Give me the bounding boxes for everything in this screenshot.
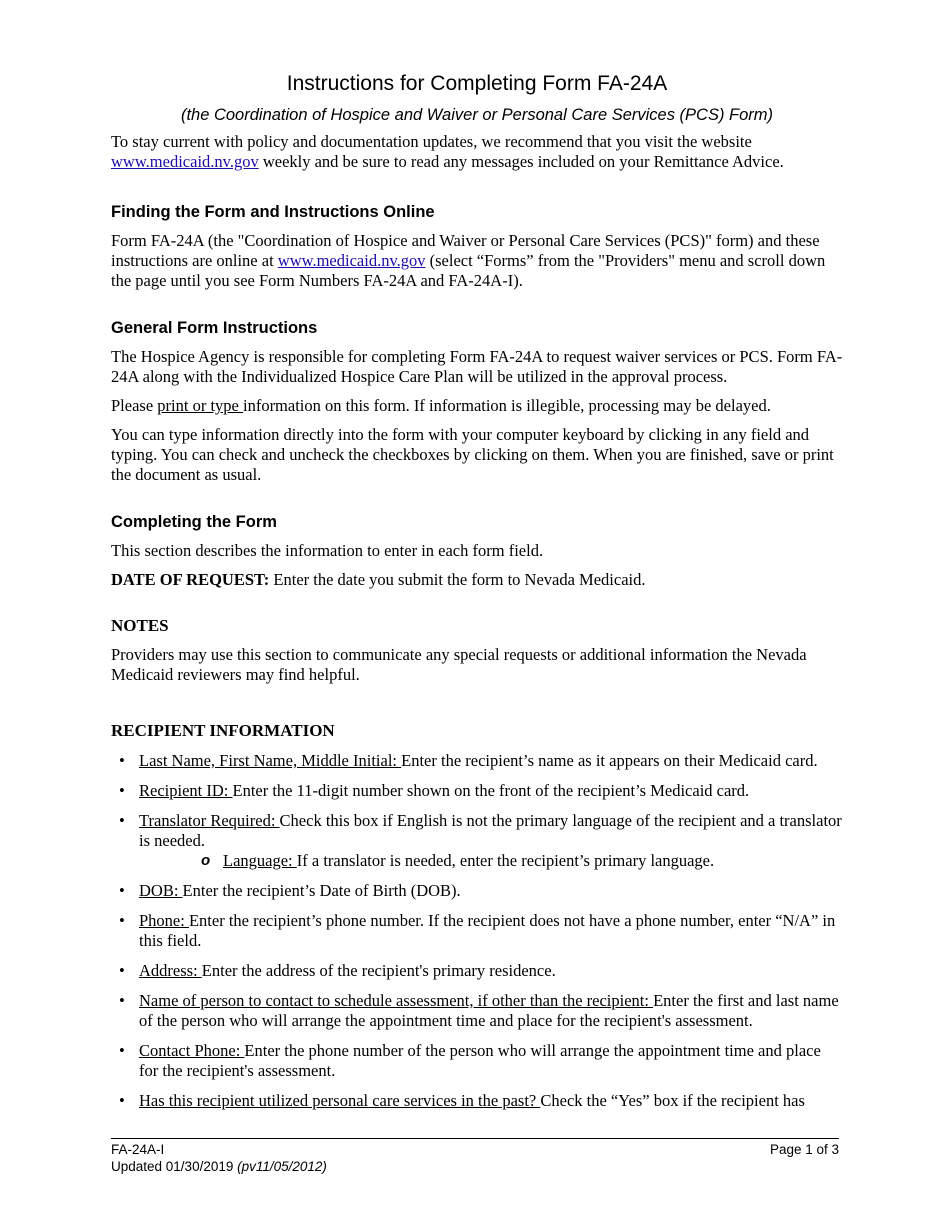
item-label: Recipient ID: xyxy=(139,781,233,800)
list-item xyxy=(111,911,843,951)
item-text: Enter the 11-digit number shown on the front of the recipient’s Medicaid card. xyxy=(232,781,750,800)
item-label: DOB: xyxy=(139,881,183,900)
intro-text-before: To stay current with policy and documentation updates, we recommend that you visit the website xyxy=(111,132,752,151)
recipient-heading: RECIPIENT INFORMATION xyxy=(111,721,335,740)
bullet-icon: • xyxy=(119,911,125,930)
finding-paragraph xyxy=(111,231,843,291)
date-of-request-paragraph xyxy=(111,570,843,590)
date-of-request-text: Enter the date you submit the form to Nevada Medicaid. xyxy=(269,570,646,589)
page-footer xyxy=(111,1138,839,1175)
bullet-icon: • xyxy=(119,881,125,900)
bullet-icon: • xyxy=(119,781,125,800)
item-text: Enter the recipient’s name as it appears on their Medicaid card. xyxy=(401,751,818,770)
list-item xyxy=(111,961,843,981)
list-item xyxy=(111,1091,843,1111)
bullet-icon: • xyxy=(119,751,125,770)
general-p2-after: information on this form. If information is illegible, processing may be delayed. xyxy=(242,396,771,415)
list-item xyxy=(111,881,843,901)
general-paragraph-3: You can type information directly into the form with your computer keyboard by clicking in any field and typing. You can check and uncheck the checkboxes by clicking on them. When you are finished, save or print the document as usual. xyxy=(111,425,834,484)
list-item xyxy=(111,751,843,771)
item-label: Last Name, First Name, Middle Initial: xyxy=(139,751,402,770)
sub-list-item xyxy=(201,851,843,871)
completing-heading: Completing the Form xyxy=(111,513,277,531)
page-title: Instructions for Completing Form FA-24A xyxy=(286,72,668,95)
finding-text-after: (select “Forms” from the "Providers" menu and scroll down the page until you see Form Numbers FA-24A and FA-24A-I). xyxy=(111,251,826,290)
bullet-icon: • xyxy=(119,961,125,980)
footer-updated: Updated 01/30/2019 xyxy=(111,1159,238,1174)
item-text: Enter the phone number of the person who will arrange the appointment time and place for the recipient's assessment. xyxy=(139,1041,821,1080)
finding-text-before: Form FA-24A (the "Coordination of Hospice and Waiver or Personal Care Services (PCS)" form) and these instructions are online at xyxy=(111,231,820,270)
item-text: Enter the address of the recipient's primary residence. xyxy=(201,961,556,980)
footer-pv: (pv11/05/2012) xyxy=(237,1159,327,1174)
item-label: Translator Required: xyxy=(139,811,280,830)
sub-item-label: Language: xyxy=(223,851,297,870)
sub-bullet-icon: o xyxy=(201,852,211,869)
list-item xyxy=(111,1041,843,1081)
item-label: Has this recipient utilized personal care services in the past? xyxy=(139,1091,541,1110)
item-label: Phone: xyxy=(139,911,189,930)
list-item xyxy=(111,991,843,1031)
page-content xyxy=(111,70,843,1111)
bullet-icon: • xyxy=(119,811,125,830)
item-label: Contact Phone: xyxy=(139,1041,245,1060)
date-of-request-label: DATE OF REQUEST: xyxy=(111,570,270,589)
item-label: Name of person to contact to schedule assessment, if other than the recipient: xyxy=(139,991,654,1010)
item-label: Address: xyxy=(139,961,202,980)
list-item xyxy=(111,781,843,801)
notes-paragraph: Providers may use this section to communicate any special requests or additional information the Nevada Medicaid reviewers may find helpful. xyxy=(111,645,807,684)
item-text: Enter the first and last name of the person who will arrange the appointment time and place for the recipient's assessment. xyxy=(139,991,839,1030)
footer-page-number: Page 1 of 3 xyxy=(769,1142,839,1157)
item-text: Check this box if English is not the primary language of the recipient and a translator is needed. xyxy=(139,811,842,850)
bullet-icon: • xyxy=(119,991,125,1010)
page-subtitle: (the Coordination of Hospice and Waiver or Personal Care Services (PCS) Form) xyxy=(180,106,774,124)
general-paragraph-1: The Hospice Agency is responsible for completing Form FA-24A to request waiver services or PCS. Form FA-24A along with the Individualized Hospice Care Plan will be utilized in the approval process. xyxy=(111,347,843,386)
finding-website-link[interactable]: www.medicaid.nv.gov xyxy=(277,251,426,270)
general-paragraph-2 xyxy=(111,396,843,416)
list-item xyxy=(111,811,843,871)
intro-paragraph xyxy=(111,132,843,172)
general-p2-before: Please xyxy=(111,396,158,415)
bullet-icon: • xyxy=(119,1091,125,1110)
bullet-icon: • xyxy=(119,1041,125,1060)
recipient-list xyxy=(111,751,843,1111)
notes-heading: NOTES xyxy=(111,616,169,635)
footer-form-id: FA-24A-I xyxy=(111,1142,165,1157)
finding-heading: Finding the Form and Instructions Online xyxy=(111,203,435,221)
item-text: Check the “Yes” box if the recipient has xyxy=(540,1091,805,1110)
item-text: Enter the recipient’s Date of Birth (DOB). xyxy=(182,881,461,900)
general-heading: General Form Instructions xyxy=(111,319,318,337)
item-text: Enter the recipient’s phone number. If the recipient does not have a phone number, enter “N/A” in this field. xyxy=(139,911,836,950)
intro-text-after: weekly and be sure to read any messages included on your Remittance Advice. xyxy=(258,152,784,171)
sub-item-text: If a translator is needed, enter the recipient’s primary language. xyxy=(296,851,715,870)
completing-paragraph: This section describes the information to enter in each form field. xyxy=(111,541,544,560)
general-p2-underlined: print or type xyxy=(157,396,243,415)
medicaid-website-link[interactable]: www.medicaid.nv.gov xyxy=(111,152,259,171)
